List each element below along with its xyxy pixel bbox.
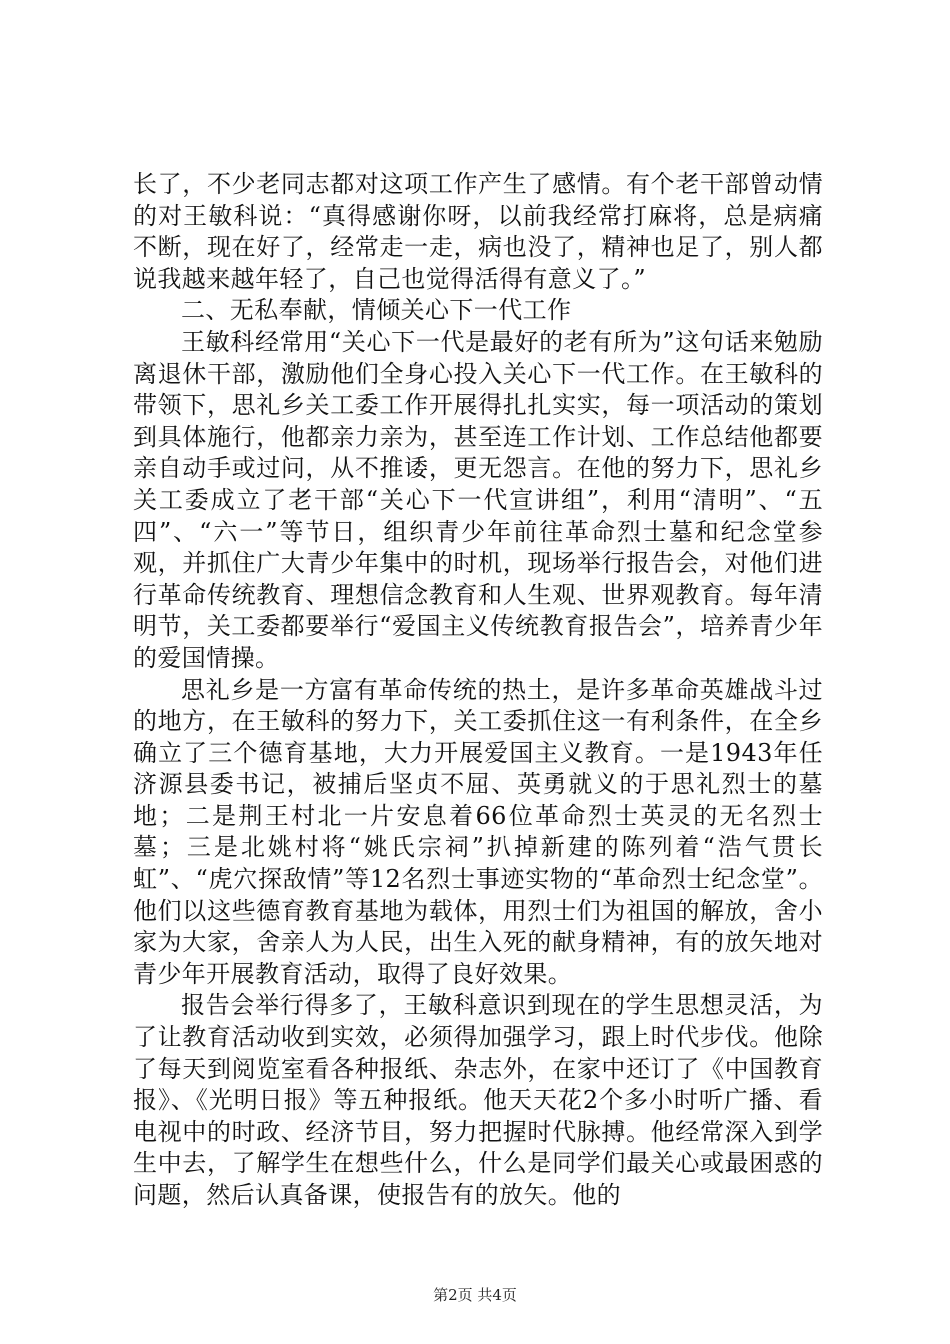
paragraph-continuation: 长了，不少老同志都对这项工作产生了感情。有个老干部曾动情的对王敏科说：“真得感谢你呀，以前我经常打麻将，总是病痛不断，现在好了，经常走一走，病也没了，精神也足了，别人都说我越来越年轻了，自己也觉得活得有意义了。” [133, 170, 823, 293]
paragraph: 报告会举行得多了，王敏科意识到现在的学生思想灵活，为了让教育活动收到实效，必须得加强学习，跟上时代步伐。他除了每天到阅览室看各种报纸、杂志外，在家中还订了《中国教育报》、《光明日报》等五种报纸。他天天花2个多小时听广播、看电视中的时政、经济节目，努力把握时代脉搏。他经常深入到学生中去，了解学生在想些什么，什么是同学们最关心或最困惑的问题，然后认真备课，使报告有的放矢。他的 [133, 991, 823, 1209]
document-body [133, 169, 823, 1212]
page-number-footer: 第2页 共4页 [433, 1286, 517, 1304]
paragraph: 思礼乡是一方富有革命传统的热土，是许多革命英雄战斗过的地方，在王敏科的努力下，关工委抓住这一有利条件，在全乡确立了三个德育基地，大力开展爱国主义教育。一是1943年任济源县委书记，被捕后坚贞不屈、英勇就义的于思礼烈士的墓地；二是荆王村北一片安息着66位革命烈士英灵的无名烈士墓；三是北姚村将“姚氏宗祠”扒掉新建的陈列着“浩气贯长虹”、“虎穴探敌情”等12名烈士事迹实物的“革命烈士纪念堂”。他们以这些德育教育基地为载体，用烈士们为祖国的解放，舍小家为大家，舍亲人为人民，出生入死的献身精神，有的放矢地对青少年开展教育活动，取得了良好效果。 [133, 675, 823, 988]
section-heading: 二、无私奉献，情倾关心下一代工作 [181, 296, 572, 325]
paragraph: 王敏科经常用“关心下一代是最好的老有所为”这句话来勉励离退休干部，激励他们全身心投入关心下一代工作。在王敏科的带领下，思礼乡关工委工作开展得扎扎实实，每一项活动的策划到具体施行，他都亲力亲为，甚至连工作计划、工作总结他都要亲自动手或过问，从不推诿，更无怨言。在他的努力下，思礼乡关工委成立了老干部“关心下一代宣讲组”，利用“清明”、“五四”、“六一”等节日，组织青少年前往革命烈士墓和纪念堂参观，并抓住广大青少年集中的时机，现场举行报告会，对他们进行革命传统教育、理想信念教育和人生观、世界观教育。每年清明节，关工委都要举行“爱国主义传统教育报告会”，培养青少年的爱国情操。 [133, 327, 823, 672]
